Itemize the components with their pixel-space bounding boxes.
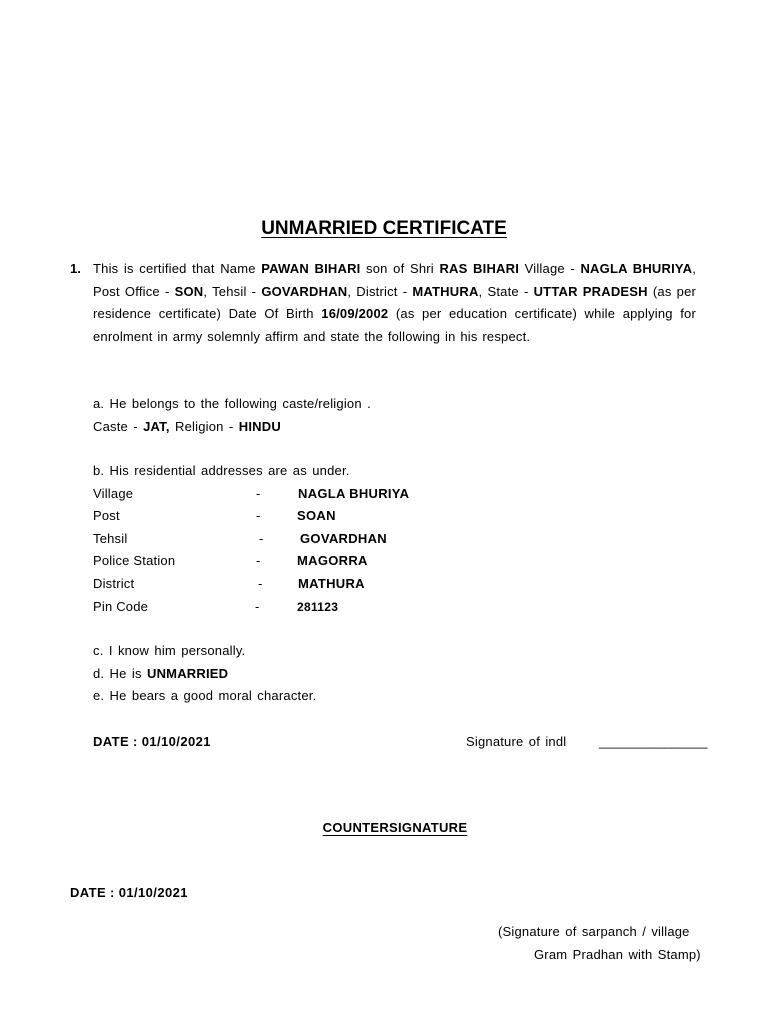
sarpanch-signature-line2: Gram Pradhan with Stamp) (534, 947, 701, 962)
statement-c: c. I know him personally. (93, 643, 246, 658)
address-label: Tehsil (93, 531, 128, 546)
address-value: NAGLA BHURIYA (298, 486, 410, 501)
tehsil-name: GOVARDHAN (261, 283, 348, 299)
statement-e: e. He bears a good moral character. (93, 688, 317, 703)
caste-religion-line (93, 419, 281, 434)
intro-text: , District - (347, 283, 408, 299)
address-dash: - (256, 553, 261, 568)
person-name: PAWAN BIHARI (261, 261, 361, 276)
intro-text: This is certified that Name (93, 261, 256, 276)
address-value: GOVARDHAN (300, 531, 387, 546)
intro-text: , Post Office - (93, 261, 696, 299)
religion-label: Religion - (175, 419, 234, 434)
signature-blank: _______________ (599, 734, 708, 749)
address-value: SOAN (297, 508, 336, 523)
intro-text: son of Shri (366, 261, 434, 276)
caste-label: Caste - (93, 419, 138, 434)
caste-value: JAT, (143, 419, 170, 434)
address-label: Police Station (93, 553, 176, 568)
father-name: RAS BIHARI (439, 261, 520, 276)
address-value: MATHURA (298, 576, 365, 591)
address-label: Pin Code (93, 599, 149, 614)
address-value: MAGORRA (297, 553, 368, 568)
address-label: District (93, 576, 135, 591)
village-name: NAGLA BHURIYA (580, 261, 693, 276)
statement-d (93, 666, 228, 681)
date-of-birth: 16/09/2002 (321, 306, 389, 322)
state-name: UTTAR PRADESH (533, 283, 648, 299)
intro-paragraph (93, 258, 696, 349)
religion-value: HINDU (238, 419, 281, 434)
address-heading: b. His residential addresses are as under. (93, 463, 350, 478)
address-label: Post (93, 508, 120, 523)
intro-text: , State - (478, 283, 529, 299)
address-label: Village (93, 486, 134, 501)
caste-heading: a. He belongs to the following caste/religion . (93, 396, 371, 411)
intro-text: , Tehsil - (203, 283, 257, 299)
item-number: 1. (70, 261, 81, 276)
address-dash: - (259, 531, 264, 546)
countersignature-heading: COUNTERSIGNATURE (322, 820, 468, 835)
intro-text: (as per education certificate) while applying for enrolment in army solemnly affirm and state the following in his respect. (93, 306, 697, 345)
post-office-name: SON (174, 283, 204, 299)
address-dash: - (256, 508, 261, 523)
certificate-title: UNMARRIED CERTIFICATE (261, 218, 507, 239)
address-dash: - (258, 576, 263, 591)
statement-d-label: d. He is (93, 666, 142, 681)
district-name: MATHURA (412, 283, 479, 299)
counter-date-line: DATE : 01/10/2021 (70, 885, 188, 900)
address-dash: - (255, 599, 260, 614)
date-line: DATE : 01/10/2021 (93, 734, 211, 749)
signature-label: Signature of indl (466, 734, 567, 749)
intro-text: (as per residence certificate) Date Of Birth (93, 283, 697, 322)
intro-text: Village - (524, 261, 575, 276)
address-value: 281123 (297, 600, 339, 614)
marital-status: UNMARRIED (146, 666, 229, 681)
sarpanch-signature-line1: (Signature of sarpanch / village (498, 924, 690, 939)
address-dash: - (256, 486, 261, 501)
